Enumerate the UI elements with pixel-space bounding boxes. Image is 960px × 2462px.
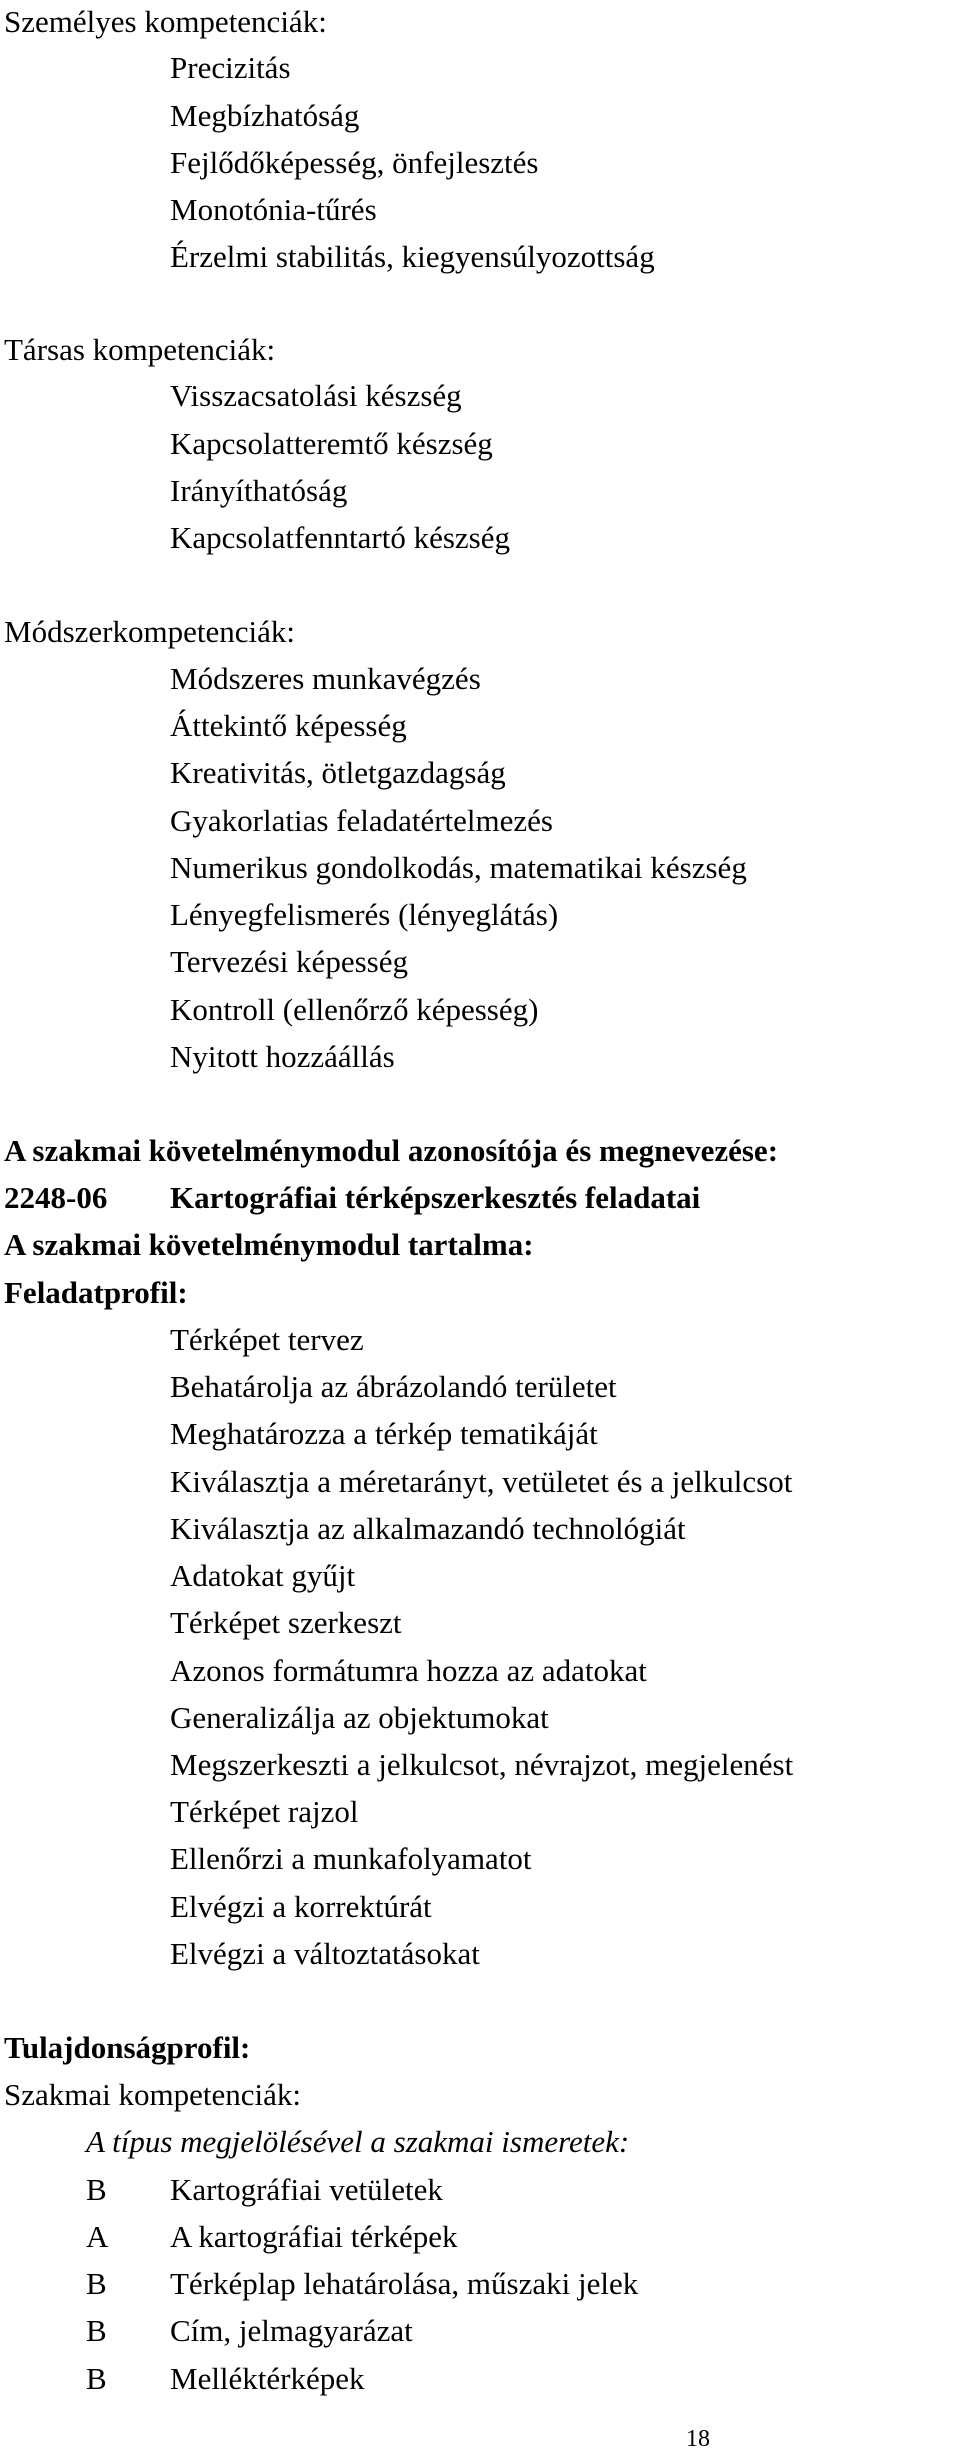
list-item: Gyakorlatias feladatértelmezés xyxy=(170,803,553,838)
list-item: Megbízhatóság xyxy=(170,98,360,133)
list-item: Fejlődőképesség, önfejlesztés xyxy=(170,145,539,180)
list-item: Precizitás xyxy=(170,50,291,85)
list-item: Térképet tervez xyxy=(170,1322,364,1357)
list-item: Kapcsolatteremtő készség xyxy=(170,426,493,461)
property-profile-heading: Tulajdonságprofil: xyxy=(4,2030,251,2065)
method-competencies-heading: Módszerkompetenciák: xyxy=(4,614,295,649)
list-item: Térképet szerkeszt xyxy=(170,1605,402,1640)
list-item: Kiválasztja a méretarányt, vetületet és a jelkulcsot xyxy=(170,1464,793,1499)
type-letter: B xyxy=(86,2313,107,2348)
list-item: Elvégzi a korrektúrát xyxy=(170,1889,432,1924)
social-competencies-heading: Társas kompetenciák: xyxy=(4,332,276,367)
module-id-heading: A szakmai követelménymodul azonosítója és megnevezése: xyxy=(4,1133,779,1168)
list-item: Áttekintő képesség xyxy=(170,708,407,743)
list-item: Kontroll (ellenőrző képesség) xyxy=(170,992,539,1027)
type-letter: B xyxy=(86,2361,107,2396)
type-letter: B xyxy=(86,2172,107,2207)
personal-competencies-heading: Személyes kompetenciák: xyxy=(4,4,327,39)
knowledge-item: Melléktérképek xyxy=(170,2361,365,2396)
type-letter: A xyxy=(86,2219,109,2254)
knowledge-item: Térképlap lehatárolása, műszaki jelek xyxy=(170,2266,639,2301)
list-item: Elvégzi a változtatásokat xyxy=(170,1936,480,1971)
type-letter: B xyxy=(86,2266,107,2301)
list-item: Ellenőrzi a munkafolyamatot xyxy=(170,1841,532,1876)
list-item: Generalizálja az objektumokat xyxy=(170,1700,549,1735)
list-item: Kiválasztja az alkalmazandó technológiát xyxy=(170,1511,686,1546)
list-item: Lényegfelismerés (lényeglátás) xyxy=(170,897,559,932)
page-number: 18 xyxy=(686,2426,710,2452)
list-item: Módszeres munkavégzés xyxy=(170,661,481,696)
list-item: Kreativitás, ötletgazdagság xyxy=(170,755,506,790)
professional-competencies-heading: Szakmai kompetenciák: xyxy=(4,2077,301,2112)
list-item: Numerikus gondolkodás, matematikai készség xyxy=(170,850,747,885)
list-item: Megszerkeszti a jelkulcsot, névrajzot, megjelenést xyxy=(170,1747,794,1782)
list-item: Monotónia-tűrés xyxy=(170,192,377,227)
list-item: Visszacsatolási készség xyxy=(170,378,462,413)
knowledge-item: A kartográfiai térképek xyxy=(170,2219,458,2254)
list-item: Érzelmi stabilitás, kiegyensúlyozottság xyxy=(170,239,655,274)
list-item: Térképet rajzol xyxy=(170,1794,359,1829)
knowledge-item: Kartográfiai vetületek xyxy=(170,2172,443,2207)
list-item: Behatárolja az ábrázolandó területet xyxy=(170,1369,617,1404)
module-content-heading: A szakmai követelménymodul tartalma: xyxy=(4,1227,534,1262)
module-code: 2248-06 xyxy=(4,1180,108,1215)
list-item: Nyitott hozzáállás xyxy=(170,1039,395,1074)
list-item: Meghatározza a térkép tematikáját xyxy=(170,1416,598,1451)
list-item: Tervezési képesség xyxy=(170,944,408,979)
module-title: Kartográfiai térképszerkesztés feladatai xyxy=(170,1180,701,1215)
list-item: Kapcsolatfenntartó készség xyxy=(170,520,511,555)
type-caption: A típus megjelölésével a szakmai ismeretek: xyxy=(86,2124,630,2159)
list-item: Irányíthatóság xyxy=(170,473,348,508)
list-item: Adatokat gyűjt xyxy=(170,1558,356,1593)
knowledge-item: Cím, jelmagyarázat xyxy=(170,2313,413,2348)
task-profile-heading: Feladatprofil: xyxy=(4,1275,188,1310)
list-item: Azonos formátumra hozza az adatokat xyxy=(170,1653,647,1688)
